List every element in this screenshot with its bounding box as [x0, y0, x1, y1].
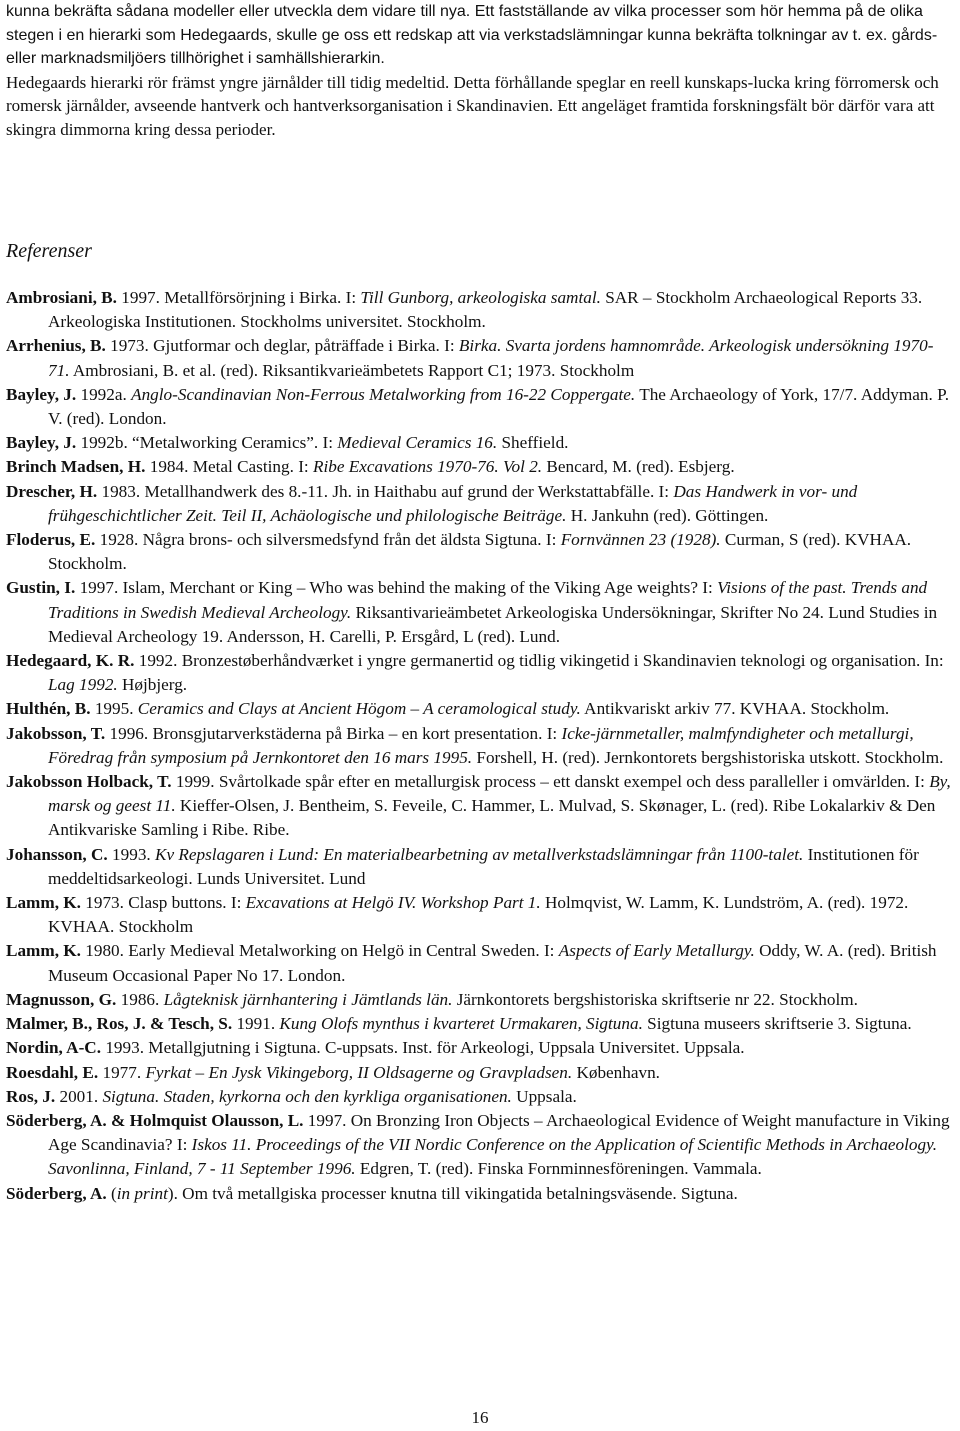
reference-details: Sigtuna museers skriftserie 3. Sigtuna. [642, 1014, 912, 1034]
reference-item [6, 1085, 952, 1109]
reference-author: Söderberg, A. [6, 1183, 107, 1203]
reference-text: 1999. Svårtolkade spår efter en metallurgisk process – ett danskt exempel och dess paralleller i omvärlden. I: [175, 772, 930, 792]
page-number: 16 [471, 1408, 489, 1427]
reference-details: Bencard, M. (red). Esbjerg. [542, 457, 735, 477]
reference-details: Ambrosiani, B. et al. (red). Riksantikvarieämbetets Rapport C1; 1973. Stockholm [69, 360, 635, 380]
reference-title: Till Gunborg, arkeologiska samtal. [360, 288, 601, 307]
reference-item [6, 722, 952, 770]
reference-item [6, 455, 952, 479]
reference-item [6, 843, 952, 891]
reference-author: Gustin, I. [6, 578, 76, 598]
reference-title: Fyrkat – En Jysk Vikingeborg, II Oldsagerne og Gravpladsen. [145, 1062, 573, 1082]
reference-title: Birka. Svarta jordens hamnområde. Arkeologisk undersökning 1970-71. [48, 336, 934, 380]
reference-details: Riksantivarieämbetet Arkeologiska Undersökningar, Skrifter No 24. Lund Studies in Medieval Archeology 19. Andersson, H. Carelli, P. Ersgård, L (red). Lund. [48, 602, 938, 646]
reference-details: Holmqvist, W. Lamm, K. Lundström, A. (red). 1972. KVHAA. Stockholm [48, 893, 909, 937]
reference-item [6, 988, 952, 1012]
reference-author: Arrhenius, B. [6, 336, 106, 356]
reference-details: Institutionen för meddeltidsarkeologi. Lunds Universitet. Lund [48, 844, 919, 888]
reference-text: 1997. Islam, Merchant or King – Who was behind the making of the Viking Age weights? I: [79, 578, 718, 598]
reference-text: 1983. Metallhandwerk des 8.-11. Jh. in Haithabu auf grund der Werkstattabfälle. I: [101, 481, 674, 501]
reference-title: Aspects of Early Metallurgy. [558, 941, 755, 961]
reference-item [6, 1182, 952, 1206]
reference-author: Malmer, B., Ros, J. & Tesch, S. [6, 1014, 233, 1034]
reference-details: Forshell, H. (red). Jernkontorets bergshistoriska utskott. Stockholm. [472, 747, 944, 767]
reference-item [6, 1061, 952, 1085]
reference-author: Bayley, J. [6, 433, 77, 453]
reference-details: Sheffield. [497, 433, 569, 453]
reference-title: Kv Repslagaren i Lund: En materialbearbetning av metallverkstadslämningar från 1100-talet. [155, 844, 804, 864]
reference-details: Curman, S (red). KVHAA. Stockholm. [48, 530, 912, 574]
reference-title: Lag 1992. [48, 675, 118, 695]
reference-title: By, marsk og geest 11. [48, 772, 951, 816]
reference-text: 2001. [59, 1086, 103, 1106]
reference-text: 1997. Metallförsörjning i Birka. I: [121, 288, 361, 307]
reference-details: Edgren, T. (red). Finska Fornminnesföreningen. Vammala. [355, 1159, 762, 1179]
reference-text: 1992. Bronzestøberhåndværket i yngre germanertid og tidlig vikingetid i Skandinavien teknologi og organisation. In: [138, 651, 944, 671]
reference-item [6, 431, 952, 455]
reference-author: Magnusson, G. [6, 989, 117, 1009]
reference-text: 1980. Early Medieval Metalworking on Helgö in Central Sweden. I: [85, 941, 559, 961]
reference-details: SAR – Stockholm Archaeological Reports 33. Arkeologiska Institutionen. Stockholms universitet. Stockholm. [48, 288, 923, 332]
reference-text: 1993. Metallgjutning i Sigtuna. C-uppsats. Inst. för Arkeologi, Uppsala Universitet. Uppsala. [105, 1038, 745, 1058]
reference-author: Drescher, H. [6, 481, 98, 501]
reference-item [6, 383, 952, 431]
reference-item [6, 334, 952, 382]
reference-title: Visions of the past. Trends and Traditions in Swedish Medieval Archeology. [48, 578, 928, 622]
reference-author: Hedegaard, K. R. [6, 651, 135, 671]
reference-text: 1992b. “Metalworking Ceramics”. I: [80, 433, 338, 453]
reference-item [6, 1109, 952, 1182]
reference-title: Icke-järnmetaller, malmfyndigheter och metallurgi, Föredrag från symposium på Jernkontoret den 16 mars 1995. [48, 723, 914, 767]
reference-item [6, 939, 952, 987]
intro-text [6, 0, 954, 141]
intro-paragraph-2: Hedegaards hierarki rör främst yngre järnålder till tidig medeltid. Detta förhållande speglar en reell kunskaps-lucka kring förromersk och romersk järnålder, avseende hantverk och hantverksorganisation i Skandinavien. Ett angeläget framtida forskningsfält bör därför vara att skingra dimmorna kring dessa perioder. [6, 72, 939, 139]
reference-details: Oddy, W. A. (red). British Museum Occasional Paper No 17. London. [48, 941, 937, 985]
reference-author: Nordin, A-C. [6, 1038, 102, 1058]
reference-item [6, 891, 952, 939]
reference-text: 1986. [120, 989, 164, 1009]
reference-title: Das Handwerk in vor- und frühgeschichtlicher Zeit. Teil II, Achäologische und philologische Beiträge. [48, 481, 858, 525]
reference-text: 1995. [94, 699, 138, 719]
reference-title: Ceramics and Clays at Ancient Högom – A ceramological study. [137, 699, 581, 719]
reference-text: 1977. [102, 1062, 146, 1082]
reference-list [6, 286, 952, 1206]
reference-details: Kieffer-Olsen, J. Bentheim, S. Feveile, C. Hammer, L. Mulvad, S. Skønager, L. (red). Ribe Lokalarkiv & Den Antikvariske Samling i Ribe. Ribe. [48, 796, 936, 840]
reference-details: København. [572, 1062, 660, 1082]
reference-title: Medieval Ceramics 16. [337, 433, 498, 453]
reference-author: Hulthén, B. [6, 699, 91, 719]
reference-title: Anglo-Scandinavian Non-Ferrous Metalworking from 16-22 Coppergate. [131, 384, 636, 404]
reference-text: ( [111, 1183, 117, 1203]
reference-item [6, 480, 952, 528]
reference-author: Floderus, E. [6, 530, 96, 550]
reference-text: 1996. Bronsgjutarverkstäderna på Birka – en kort presentation. I: [109, 723, 562, 743]
reference-author: Lamm, K. [6, 941, 81, 961]
reference-author: Brinch Madsen, H. [6, 457, 146, 477]
reference-item [6, 649, 952, 697]
reference-text: 1992a. [80, 384, 132, 404]
reference-author: Lamm, K. [6, 893, 81, 913]
reference-author: Johansson, C. [6, 844, 108, 864]
reference-title: Sigtuna. Staden, kyrkorna och den kyrkliga organisationen. [102, 1086, 512, 1106]
reference-details: Højbjerg. [117, 675, 188, 695]
reference-text: 1973. Clasp buttons. I: [85, 893, 246, 913]
reference-title: in print [116, 1183, 168, 1203]
reference-details: H. Jankuhn (red). Göttingen. [566, 505, 769, 525]
reference-author: Jakobsson Holback, T. [6, 772, 172, 792]
reference-text: 1928. Några brons- och silversmedsfynd från det äldsta Sigtuna. I: [99, 530, 561, 550]
reference-details: The Archaeology of York, 17/7. Addyman. P. V. (red). London. [48, 384, 950, 429]
reference-title: Ribe Excavations 1970-76. Vol 2. [312, 457, 543, 477]
reference-author: Jakobsson, T. [6, 723, 106, 743]
intro-paragraph-1: kunna bekräfta sådana modeller eller utveckla dem vidare till nya. Ett fastställande av vilka processer som hör hemma på de olika stegen i en hierarki som Hedegaards, skulle ge oss ett redskap att via verkstadslämningar kunna bekräfta tolkningar av t. ex. gårds- eller marknadsmiljöers tillhörighet i samhällshierarkin. [6, 3, 938, 67]
reference-item [6, 576, 952, 649]
reference-item [6, 528, 952, 576]
reference-title: Lågteknisk järnhantering i Jämtlands län. [163, 989, 453, 1009]
reference-details: Uppsala. [511, 1086, 577, 1106]
reference-title: Iskos 11. Proceedings of the VII Nordic Conference on the Application of Scientific Methods in Archaeology. Savonlinna, Finland, 7 - 11 September 1996. [48, 1135, 938, 1179]
reference-item [6, 770, 952, 843]
references-heading: Referenser [6, 240, 92, 262]
reference-author: Bayley, J. [6, 384, 77, 404]
reference-text: 1984. Metal Casting. I: [149, 457, 313, 477]
reference-details: Antikvariskt arkiv 77. KVHAA. Stockholm. [580, 699, 890, 719]
reference-item [6, 1012, 952, 1036]
reference-title: Fornvännen 23 (1928). [560, 530, 721, 550]
reference-title: Excavations at Helgö IV. Workshop Part 1. [245, 893, 541, 913]
reference-text: 1973. Gjutformar och deglar, påträffade i Birka. I: [110, 336, 459, 356]
reference-text: 1993. [112, 844, 155, 864]
reference-text: 1997. On Bronzing Iron Objects – Archaeological Evidence of Weight manufacture in Viking Age Scandinavia? I: [48, 1110, 950, 1155]
reference-item [6, 697, 952, 721]
reference-details: ). Om två metallgiska processer knutna till vikingatida betalningsväsende. Sigtuna. [167, 1183, 738, 1203]
reference-author: Ambrosiani, B. [6, 288, 117, 307]
reference-author: Ros, J. [6, 1086, 56, 1106]
reference-details: Järnkontorets bergshistoriska skriftserie nr 22. Stockholm. [452, 989, 858, 1009]
reference-author: Roesdahl, E. [6, 1062, 99, 1082]
reference-title: Kung Olofs mynthus i kvarteret Urmakaren, Sigtuna. [279, 1014, 643, 1034]
reference-author: Söderberg, A. & Holmquist Olausson, L. [6, 1110, 304, 1130]
reference-item [6, 1036, 952, 1060]
reference-text: 1991. [236, 1014, 280, 1034]
reference-item [6, 286, 952, 334]
